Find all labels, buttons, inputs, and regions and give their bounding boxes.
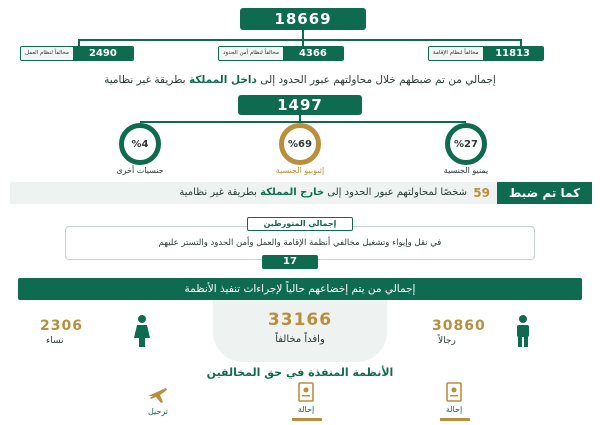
document-icon <box>298 382 314 402</box>
enforcement-band: إجمالي من يتم إخضاعهم حالياً لإجراءات تنفيذ الأنظمة <box>18 278 582 300</box>
procedure-deportation: ترحيل <box>147 407 169 416</box>
woman-icon <box>132 314 152 348</box>
procedure-referral-2: إحالة <box>445 405 463 414</box>
stat-border-violators <box>218 46 344 61</box>
procedures-title: الأنظمة المنفذة في حق المخالفين <box>206 366 394 379</box>
inside-heading <box>60 74 540 86</box>
outside-band <box>10 182 592 204</box>
involved-text: في نقل وإيواء وتشغيل مخالفي أنظمة الإقامة والعمل وأمن الحدود والتستر عليهم <box>158 238 442 248</box>
stat-value: 11813 <box>483 47 543 60</box>
caught-tag: كما تم ضبط <box>497 182 592 204</box>
stat-label: مخالفاً لنظام العمل <box>21 47 73 60</box>
outside-text-suffix: بطريقة غير نظامية <box>179 187 257 198</box>
outside-text-prefix: شخصًا لمحاولتهم عبور الحدود إلى <box>327 187 467 198</box>
ring-percent: %27 <box>454 138 478 150</box>
violators-total: 33166 <box>267 310 333 330</box>
outside-count: 59 <box>473 186 490 200</box>
ring-other-nationalities <box>119 123 161 165</box>
inside-heading-suffix: بطريقة غير نظامية <box>104 74 186 86</box>
inside-heading-bold: داخل المملكة <box>188 74 257 86</box>
stat-residency-violators <box>428 46 544 61</box>
procedure-referral-1-bar <box>292 418 322 421</box>
top-total-badge: 18669 <box>240 8 366 30</box>
men-label: رجالاً <box>438 336 456 346</box>
stat-label: مخالفاً لنظام أمن الحدود <box>219 47 283 60</box>
ring-percent: %4 <box>131 138 149 150</box>
stat-value: 4366 <box>283 47 343 60</box>
stat-work-violators <box>20 46 134 61</box>
inside-total-badge: 1497 <box>238 95 362 115</box>
women-count: 2306 <box>40 318 83 334</box>
violators-label: وافداً مخالفاً <box>275 334 325 345</box>
tree-branch <box>78 39 520 41</box>
outside-text <box>179 182 467 204</box>
involved-count: 17 <box>262 255 318 269</box>
inside-heading-prefix: إجمالي من تم ضبطهم خلال محاولتهم عبور الحدود إلى <box>260 74 496 86</box>
ring-label-other: جنسيات أخرى <box>116 166 164 175</box>
procedure-referral-2-bar <box>440 418 470 421</box>
ring-yemeni <box>445 123 487 165</box>
ring-label-ethiopian: إثيوبيو الجنسية <box>275 166 325 175</box>
man-icon <box>513 314 533 348</box>
procedure-referral-1: إحالة <box>297 405 315 414</box>
airplane-icon <box>146 384 168 404</box>
ring-ethiopian <box>279 123 321 165</box>
stat-value: 2490 <box>73 47 133 60</box>
document-icon <box>446 382 462 402</box>
involved-title: إجمالي المتورطين <box>247 217 353 231</box>
stat-label: مخالفاً لنظام الإقامة <box>429 47 483 60</box>
ring-percent: %69 <box>288 138 312 150</box>
outside-text-bold: خارج المملكة <box>260 187 325 198</box>
ring-label-yemeni: يمنيو الجنسية <box>443 166 489 175</box>
women-label: نساء <box>46 336 64 346</box>
men-count: 30860 <box>432 318 486 334</box>
